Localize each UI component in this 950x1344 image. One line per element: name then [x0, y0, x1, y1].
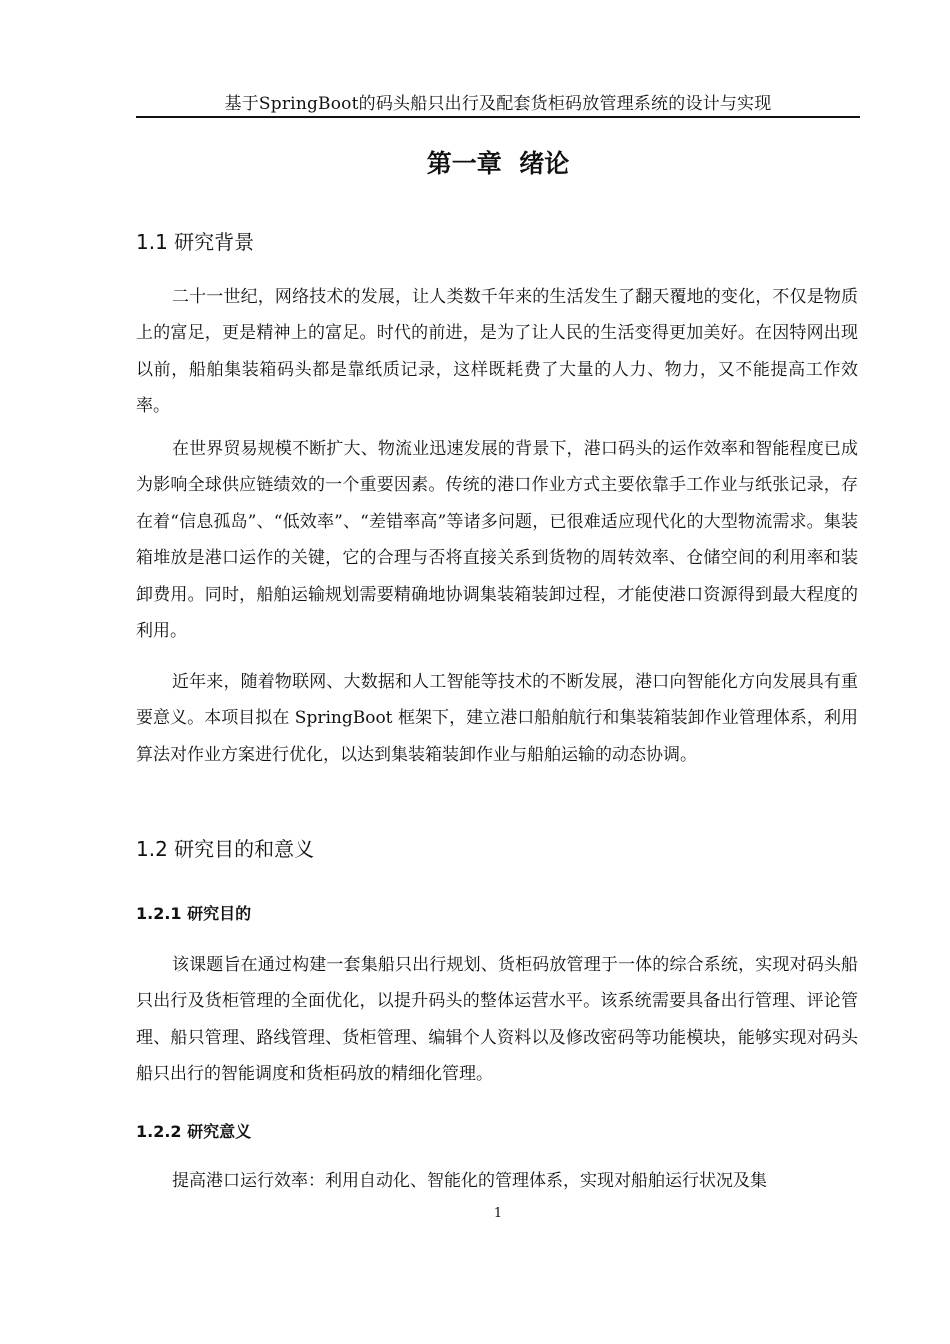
chapter-title: 第一章 绪论 — [426, 149, 570, 178]
running-header: 基于SpringBoot的码头船只出行及配套货柜码放管理系统的设计与实现 — [224, 94, 772, 114]
subsection-heading-1-2-2: 1.2.2 研究意义 — [136, 1122, 252, 1141]
body-paragraph: 近年来，随着物联网、大数据和人工智能等技术的不断发展，港口向智能化方向发展具有重要意义。本项目拟在 SpringBoot 框架下，建立港口船舶航行和集装箱装卸作业管理体系，利用算法对作业方案进行优化，以达到集装箱装卸作业与船舶运输的动态协调。 — [136, 672, 858, 765]
body-paragraph: 提高港口运行效率：利用自动化、智能化的管理体系，实现对船舶运行状况及集 — [172, 1171, 767, 1191]
body-paragraph: 在世界贸易规模不断扩大、物流业迅速发展的背景下，港口码头的运作效率和智能程度已成为影响全球供应链绩效的一个重要因素。传统的港口作业方式主要依靠手工作业与纸张记录，存在着“信息孤岛”、“低效率”、“差错率高”等诸多问题，已很难适应现代化的大型物流需求。集装箱堆放是港口运作的关键，它的合理与否将直接关系到货物的周转效率、仓储空间的利用率和装卸费用。同时，船舶运输规划需要精确地协调集装箱装卸过程，才能使港口资源得到最大程度的利用。 — [136, 439, 858, 642]
page-number: 1 — [493, 1206, 503, 1221]
subsection-heading-1-2-1: 1.2.1 研究目的 — [136, 904, 252, 923]
body-paragraph: 二十一世纪，网络技术的发展，让人类数千年来的生活发生了翻天覆地的变化，不仅是物质上的富足，更是精神上的富足。时代的前进，是为了让人民的生活变得更加美好。在因特网出现以前，船舶集装箱码头都是靠纸质记录，这样既耗费了大量的人力、物力，又不能提高工作效率。 — [136, 287, 858, 417]
section-heading-1-2: 1.2 研究目的和意义 — [136, 837, 315, 861]
section-heading-1-1: 1.1 研究背景 — [136, 230, 255, 254]
body-paragraph: 该课题旨在通过构建一套集船只出行规划、货柜码放管理于一体的综合系统，实现对码头船只出行及货柜管理的全面优化，以提升码头的整体运营水平。该系统需要具备出行管理、评论管理、船只管理、路线管理、货柜管理、编辑个人资料以及修改密码等功能模块，能够实现对码头船只出行的智能调度和货柜码放的精细化管理。 — [136, 955, 858, 1085]
header-divider — [136, 116, 860, 118]
